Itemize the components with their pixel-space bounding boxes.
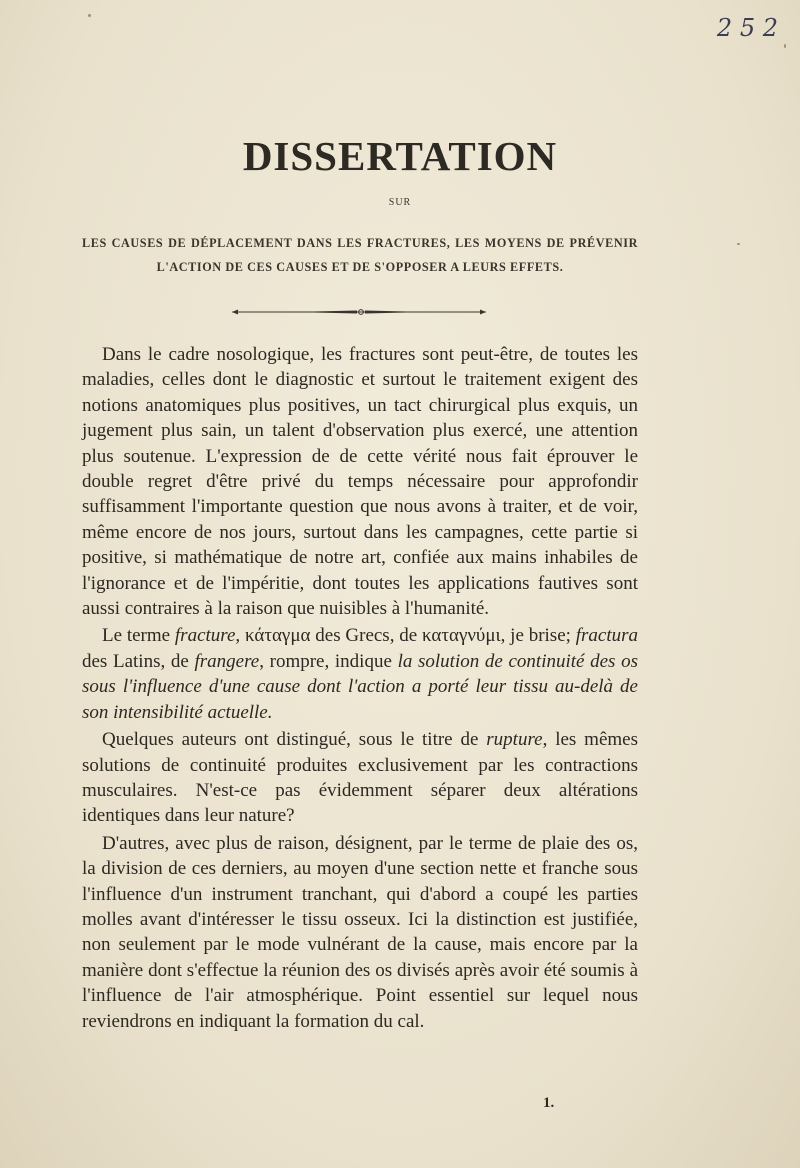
ornamental-rule xyxy=(232,308,486,316)
body-text xyxy=(82,342,638,1034)
paragraph-text: , κάταγμα des Grecs, de καταγνύμι, je brise; xyxy=(235,625,576,647)
paragraph-text: , les mêmes solutions de continuité produites exclusivement par les contractions musculaires. N'est-ce pas évidemment séparer deux altérations identiques dans leur nature? xyxy=(82,729,638,827)
paragraph-text: Dans le cadre nosologique, les fractures sont peut-être, de toutes les maladies, celles dont le diagnostic et surtout le traitement exigent des notions anatomiques plus positives, un tact chirurgical plus exquis, un jugement plus sain, un talent d'observation plus exercé, une attention plus soutenue. L'expression de de cette vérité nous fait éprouver le double regret d'être privé du temps nécessaire pour approfondir suffisamment l'importante question que nous avons à traiter, et de voir, même encore de nos jours, surtout dans les campagnes, cette partie si positive, si mathématique de notre art, confiée aux mains inhabiles de l'ignorance et de l'impéritie, dont toutes les applications fautives sont aussi contraires à la raison que nuisibles à l'humanité. xyxy=(82,344,638,620)
paragraph xyxy=(82,342,638,621)
italic-text: frangere xyxy=(194,650,260,672)
paragraph-text: D'autres, avec plus de raison, désignent, par le terme de plaie des os, la division de ces derniers, au moyen d'une section nette et franche sous l'influence d'un instrument tranchant, qui d'abord a coupé les parties molles avant d'intéresser le tissu osseux. Ici la distinction est justifiée, non seulement par le mode vulnérant de la cause, mais encore par la manière dont s'effectue la réunion des os divisés après avoir été soumis à l'influence de l'air atmosphérique. Point essentiel sur lequel nous reviendrons en indiquant la formation du cal. xyxy=(82,832,638,1032)
paper-speck xyxy=(737,243,740,245)
paragraph xyxy=(82,623,638,725)
paragraph xyxy=(82,831,638,1034)
paragraph xyxy=(82,727,638,829)
title-connector: SUR xyxy=(388,197,412,208)
paragraph-text: des Latins, de xyxy=(82,650,195,672)
paragraph-text: Le terme xyxy=(102,625,175,647)
page-subtitle: LES CAUSES DE DÉPLACEMENT DANS LES FRACTURES, LES MOYENS DE PRÉVENIR L'ACTION DE CES CAUSES ET DE S'OPPOSER A LEURS EFFETS. xyxy=(82,236,638,274)
paragraph-text: , rompre, indique xyxy=(259,650,398,672)
handwritten-folio-number: 2 5 2 xyxy=(716,14,778,42)
italic-text: fractura xyxy=(575,625,638,647)
italic-text: rupture xyxy=(486,729,543,751)
italic-text: fracture xyxy=(174,625,236,647)
signature-mark: 1. xyxy=(543,1095,555,1111)
paper-speck xyxy=(784,44,786,48)
italic-text: la solution de continuité des os sous l'influence d'une cause dont l'action a porté leur tissu au-delà de son intensibilité actuelle. xyxy=(82,650,638,723)
paper-speck xyxy=(88,14,91,17)
paragraph-text: Quelques auteurs ont distingué, sous le titre de xyxy=(102,729,487,751)
page-title: DISSERTATION xyxy=(242,133,558,179)
